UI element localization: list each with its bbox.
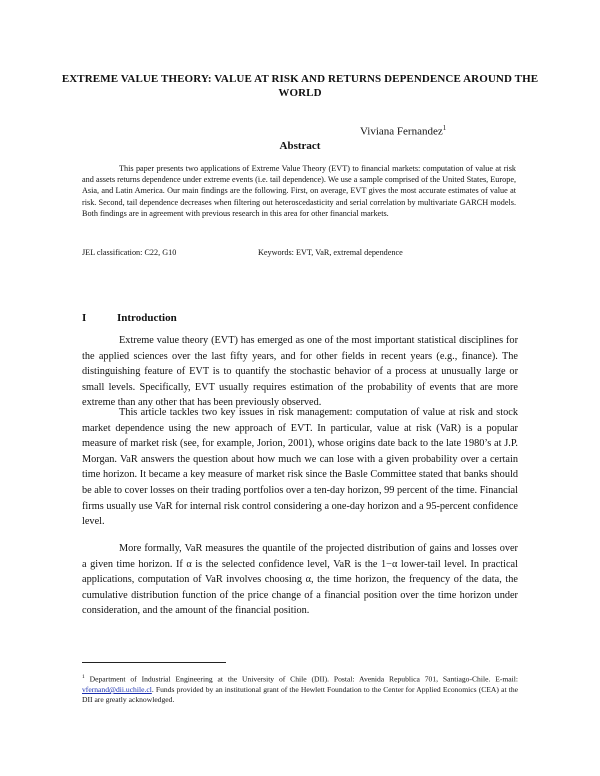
footnote-mark: 1 [82, 674, 85, 680]
section-title: Introduction [117, 312, 177, 324]
body-paragraph-3: More formally, VaR measures the quantile of the projected distribution of gains and losses over a given time horizon. If α is the selected confidence level, VaR is the 1−α lower-tail level. In practical applications, computation of VaR involves choosing α, the time horizon, the frequency of the data, the cumulative distribution function of the price change of a financial position over the time horizon under consideration, and the amount of the financial position. [82, 543, 518, 617]
paper-title: EXTREME VALUE THEORY: VALUE AT RISK AND RETURNS DEPENDENCE AROUND THE WORLD [61, 73, 539, 99]
body-paragraph-1: Extreme value theory (EVT) has emerged as one of the most important statistical disciplines for the applied sciences over the last fifty years, and for other fields in recent years (e.g., finance). The distinguishing feature of EVT is to quantify the stochastic behavior of a process at unusually large or small levels. Specifically, EVT usually requires estimation of the probability of events that are more extreme than any other that has been previously observed. [82, 335, 518, 409]
footnote [82, 672, 518, 706]
jel-classification: JEL classification: C22, G10 [82, 248, 177, 257]
footnote-text-start: Department of Industrial Engineering at the University of Chile (DII). Postal: Avenida Republica 701, Santiago-Chile. E-mail: [89, 674, 518, 684]
keywords: Keywords: EVT, VaR, extremal dependence [258, 248, 403, 257]
body-paragraph-2: This article tackles two key issues in risk management: computation of value at risk and stock market dependence using the new approach of EVT. In particular, value at risk (VaR) is a popular measure of market risk (see, for example, Jorion, 2001), whose origins date back to the late 1980’s at J.P. Morgan. VaR answers the question about how much we can lose with a given probability over a certain time horizon. It became a key measure of market risk since the Basle Committee stated that banks should be able to cover losses on their trading portfolios over a ten-day horizon, 99 percent of the time. Financial firms usually use VaR for internal risk control considering a one-day horizon and a 95-percent confidence level. [82, 407, 518, 528]
email-link[interactable]: vfernand@dii.uchile.cl [82, 684, 152, 694]
section-number: I [82, 312, 87, 324]
author-name: Viviana Fernandez [360, 125, 443, 138]
abstract-heading: Abstract [279, 140, 321, 152]
abstract-text: This paper presents two applications of Extreme Value Theory (EVT) to financial markets: computation of value at risk and assets returns dependence under extreme events (i.e. tail dependence). We use a sample comprised of the United States, Europe, Asia, and Latin America. Our main findings are the following. First, on average, EVT gives the most accurate estimates of value at risk. Second, tail dependence decreases when filtering out heteroscedasticity and serial correlation by multivariate GARCH models. Both findings are in agreement with previous research in this area for other financial markets. [82, 164, 516, 218]
footnote-divider [82, 662, 226, 663]
author-footnote-mark: 1 [442, 124, 447, 132]
footnote-text-end: . Funds provided by an institutional grant of the Hewlett Foundation to the Center for Applied Economics (CEA) at the DII are greatly acknowledged. [82, 684, 518, 705]
author-line [360, 124, 446, 138]
